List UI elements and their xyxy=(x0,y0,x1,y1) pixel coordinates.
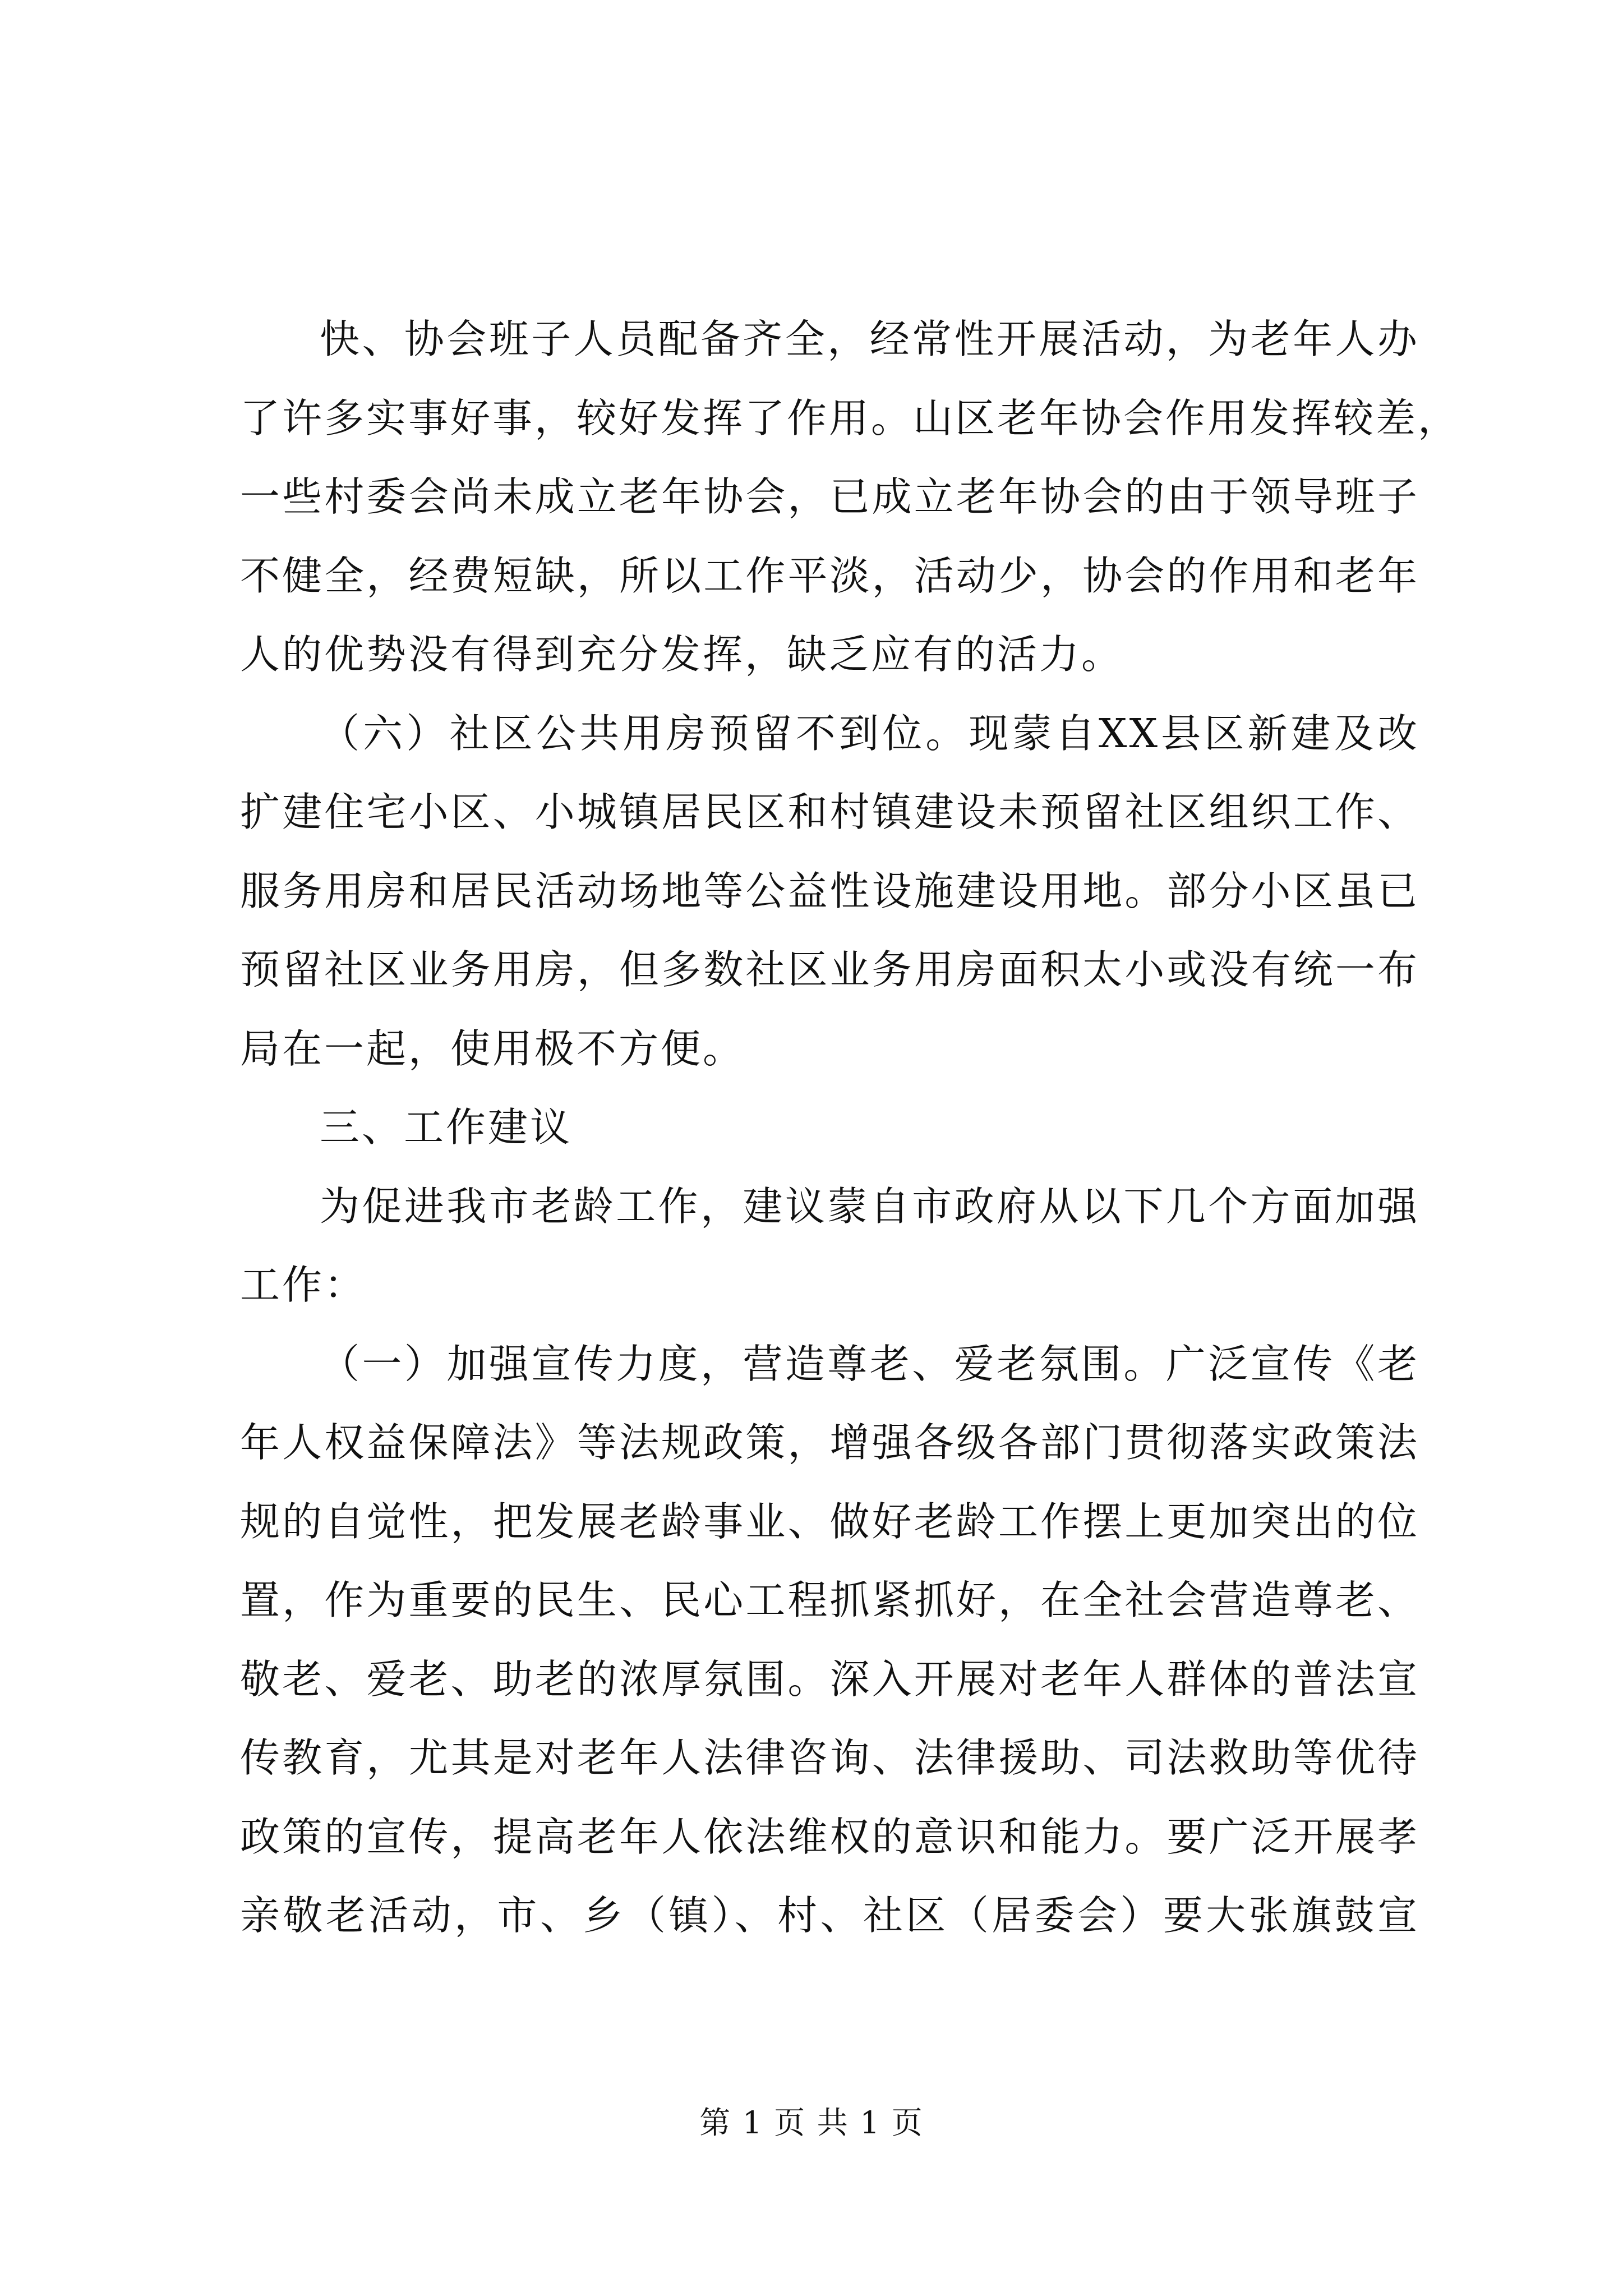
text-line: （一）加强宣传力度，营造尊老、爱老氛围。广泛宣传《老 xyxy=(320,1340,1419,1387)
section-heading: 三、工作建议 xyxy=(320,1104,573,1151)
text-line: 政策的宣传，提高老年人依法维权的意识和能力。要广泛开展孝 xyxy=(240,1813,1419,1860)
text-line: 敬老、爱老、助老的浓厚氛围。深入开展对老年人群体的普法宣 xyxy=(240,1655,1419,1703)
text-line: 局在一起，使用极不方便。 xyxy=(240,1025,745,1072)
text-line: 快、协会班子人员配备齐全，经常性开展活动，为老年人办 xyxy=(320,316,1419,362)
text-line: 传教育，尤其是对老年人法律咨询、法律援助、司法救助等优待 xyxy=(240,1734,1419,1781)
text-line: 亲敬老活动，市、乡（镇）、村、社区（居委会）要大张旗鼓宣 xyxy=(240,1892,1419,1939)
text-line: 规的自觉性，把发展老龄事业、做好老龄工作摆上更加突出的位 xyxy=(240,1498,1419,1545)
text-line: 人的优势没有得到充分发挥，缺乏应有的活力。 xyxy=(240,631,1124,678)
page-number-footer: 第 1 页 共 1 页 xyxy=(699,2105,924,2141)
text-line: （六）社区公共用房预留不到位。现蒙自XX县区新建及改 xyxy=(320,710,1419,757)
text-line: 一些村委会尚未成立老年协会，已成立老年协会的由于领导班子 xyxy=(240,473,1419,520)
text-line: 年人权益保障法》等法规政策，增强各级各部门贯彻落实政策法 xyxy=(240,1419,1419,1466)
document-body xyxy=(240,300,1460,1955)
text-line: 为促进我市老龄工作，建议蒙自市政府从以下几个方面加强 xyxy=(320,1182,1419,1230)
text-line: 了许多实事好事，较好发挥了作用。山区老年协会作用发挥较差， xyxy=(240,394,1460,441)
text-line: 工作： xyxy=(240,1262,367,1308)
text-line: 置，作为重要的民生、民心工程抓紧抓好，在全社会营造尊老、 xyxy=(240,1577,1419,1623)
text-line: 扩建住宅小区、小城镇居民区和村镇建设未预留社区组织工作、 xyxy=(240,789,1419,835)
text-line: 服务用房和居民活动场地等公益性设施建设用地。部分小区虽已 xyxy=(240,867,1419,914)
text-line: 不健全，经费短缺，所以工作平淡，活动少，协会的作用和老年 xyxy=(240,552,1419,599)
text-line: 预留社区业务用房，但多数社区业务用房面积太小或没有统一布 xyxy=(240,946,1419,993)
